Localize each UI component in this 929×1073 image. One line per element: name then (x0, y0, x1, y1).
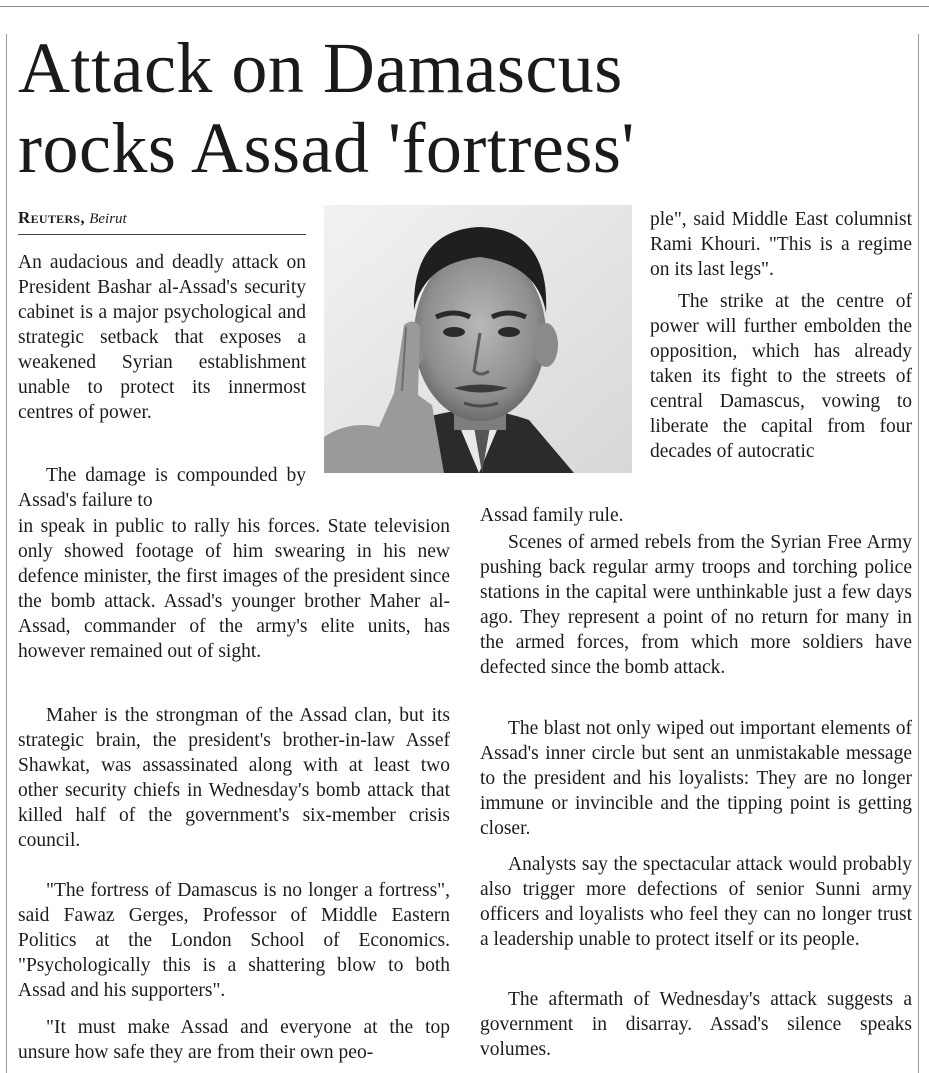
paragraph-8: The blast not only wiped out important elements of Assad's inner circle but sent an unmistakable message to the president and his loyalists: They are no longer immune or invincible and the tipping point is getting closer. (480, 718, 912, 839)
headline-line-1: Attack on Damascus (18, 28, 623, 108)
paragraph-2-start: The damage is compounded by Assad's failure to (18, 465, 306, 511)
paragraph-1: An audacious and deadly attack on President Bashar al-Assad's security cabinet is a major psychological and strategic setback that exposes a weakened Syrian establishment unable to protect its innermost centres of power. (18, 252, 306, 423)
headline (18, 28, 918, 188)
left-rule (6, 34, 7, 1073)
byline (18, 206, 306, 235)
byline-agency: Reuters, (18, 208, 85, 227)
portrait-photo (324, 205, 632, 473)
headline-line-2: rocks Assad 'fortress' (18, 108, 635, 188)
paragraph-10: The aftermath of Wednesday's attack suggests a government in disarray. Assad's silence speaks volumes. (480, 989, 912, 1060)
byline-location: Beirut (89, 211, 127, 227)
paragraph-9: Analysts say the spectacular attack would probably also trigger more defections of senior Sunni army officers and loyalists who feel they can no longer trust a leadership unable to protect itself or its people. (480, 854, 912, 950)
paragraph-2-continued: in speak in public to rally his forces. State television only showed footage of him swearing in his new defence minister, the first images of the president since the bomb attack. Assad's younger brother Maher al-Assad, commander of the army's elite units, has however remained out of sight. (18, 516, 450, 662)
right-rule (918, 34, 919, 1073)
paragraph-6-continued: Assad family rule. (480, 505, 624, 526)
top-rule (0, 6, 929, 7)
paragraph-6-start: The strike at the centre of power will further embolden the opposition, which has already taken its fight to the streets of central Damascus, vowing to liberate the capital from four decades of autocratic (650, 291, 912, 462)
paragraph-4: "The fortress of Damascus is no longer a fortress", said Fawaz Gerges, Professor of Middle Eastern Politics at the London School of Economics. "Psychologically this is a shattering blow to both Assad and his supporters". (18, 880, 450, 1001)
paragraph-7: Scenes of armed rebels from the Syrian Free Army pushing back regular army troops and torching police stations in the capital were unthinkable just a few days ago. They represent a point of no return for many in the armed forces, from which more soldiers have defected since the bomb attack. (480, 532, 912, 678)
paragraph-3: Maher is the strongman of the Assad clan, but its strategic brain, the president's brother-in-law Assef Shawkat, was assassinated along with at least two other security chiefs in Wednesday's bomb attack that killed half of the government's six-member crisis council. (18, 705, 450, 851)
paragraph-5-start: "It must make Assad and everyone at the top unsure how safe they are from their own peo- (18, 1017, 450, 1063)
paragraph-5-continued: ple", said Middle East columnist Rami Khouri. "This is a regime on its last legs". (650, 209, 912, 280)
